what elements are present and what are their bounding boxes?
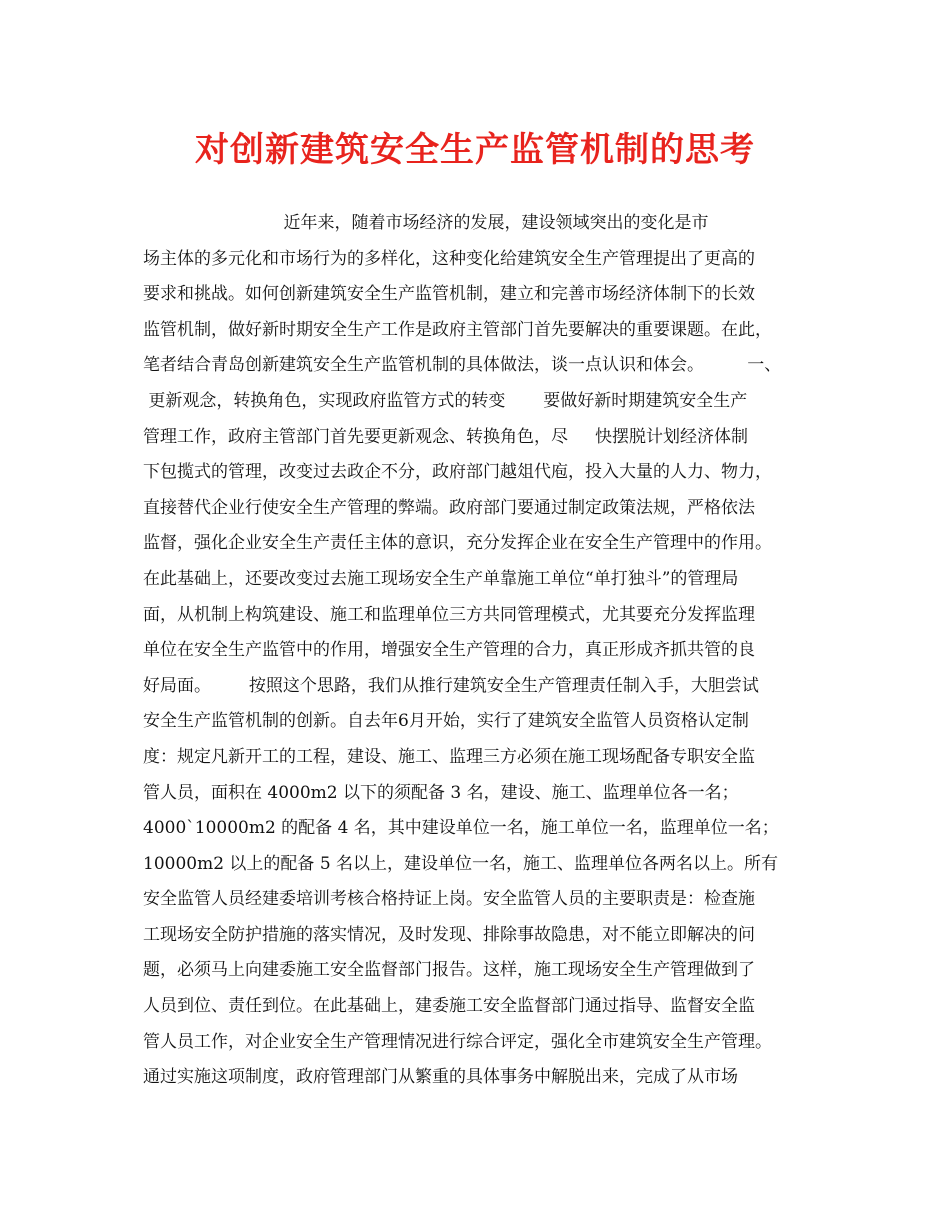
body-text-line: 更新观念，转换角色，实现政府监管方式的转变 要做好新时期建筑安全生产 (143, 390, 748, 411)
body-text-line: 下包揽式的管理，改变过去政企不分，政府部门越俎代庖，投入大量的人力、物力， (143, 462, 772, 483)
body-text-line: 近年来，随着市场经济的发展，建设领域突出的变化是市 (143, 213, 709, 233)
body-text-line: 笔者结合青岛创新建筑安全生产监管机制的具体做法，谈一点认识和体会。 一、 (143, 355, 782, 376)
body-text-line: 直接替代企业行使安全生产管理的弊端。政府部门要通过制定政策法规，严格依法 (143, 497, 755, 518)
body-text-line: 在此基础上，还要改变过去施工现场安全生产单靠施工单位“单打独斗”的管理局 (143, 568, 739, 589)
body-text-line: 题，必须马上向建委施工安全监督部门报告。这样，施工现场安全生产管理做到了 (143, 960, 755, 981)
body-text-line: 场主体的多元化和市场行为的多样化，这种变化给建筑安全生产管理提出了更高的 (143, 248, 755, 269)
body-text-line: 单位在安全生产监管中的作用，增强安全生产管理的合力，真正形成齐抓共管的良 (143, 640, 755, 661)
body-text-line: 好局面。 按照这个思路，我们从推行建筑安全生产管理责任制入手，大胆尝试 (143, 675, 759, 696)
body-text-line: 监管机制，做好新时期安全生产工作是政府主管部门首先要解决的重要课题。在此， (143, 319, 772, 340)
body-text-line: 安全监管人员经建委培训考核合格持证上岗。安全监管人员的主要职责是：检查施 (143, 889, 755, 910)
body-text-line: 要求和挑战。如何创新建筑安全生产监管机制，建立和完善市场经济体制下的长效 (143, 284, 755, 305)
body-text-line: 管人员工作，对企业安全生产管理情况进行综合评定，强化全市建筑安全生产管理。 (143, 1031, 772, 1052)
document-title: 对创新建筑安全生产监管机制的思考 (195, 130, 755, 170)
body-text-line: 人员到位、责任到位。在此基础上，建委施工安全监督部门通过指导、监督安全监 (143, 996, 755, 1017)
document-body (143, 206, 823, 1096)
body-text-line: 度：规定凡新开工的工程，建设、施工、监理三方必须在施工现场配备专职安全监 (143, 746, 755, 767)
body-text-line: 工现场安全防护措施的落实情况，及时发现、排除事故隐患，对不能立即解决的问 (143, 924, 755, 945)
body-text-line: 安全生产监管机制的创新。自去年6月开始，实行了建筑安全监管人员资格认定制 (143, 711, 749, 732)
body-text-line: 通过实施这项制度，政府管理部门从繁重的具体事务中解脱出来，完成了从市场 (143, 1067, 738, 1088)
body-text-line: 10000m2 以上的配备 5 名以上，建设单位一名，施工、监理单位各两名以上。所有 (143, 853, 779, 874)
body-text-line: 管理工作，政府主管部门首先要更新观念、转换角色，尽 快摆脱计划经济体制 (143, 426, 749, 447)
body-text-line: 面，从机制上构筑建设、施工和监理单位三方共同管理模式，尤其要充分发挥监理 (143, 604, 755, 625)
body-text-line: 4000`10000m2 的配备 4 名，其中建设单位一名，施工单位一名，监理单位一名； (143, 818, 779, 839)
body-text-line: 监督，强化企业安全生产责任主体的意识，充分发挥企业在安全生产管理中的作用。 (143, 533, 772, 554)
body-text-line: 管人员，面积在 4000m2 以下的须配备 3 名，建设、施工、监理单位各一名； (143, 782, 739, 803)
